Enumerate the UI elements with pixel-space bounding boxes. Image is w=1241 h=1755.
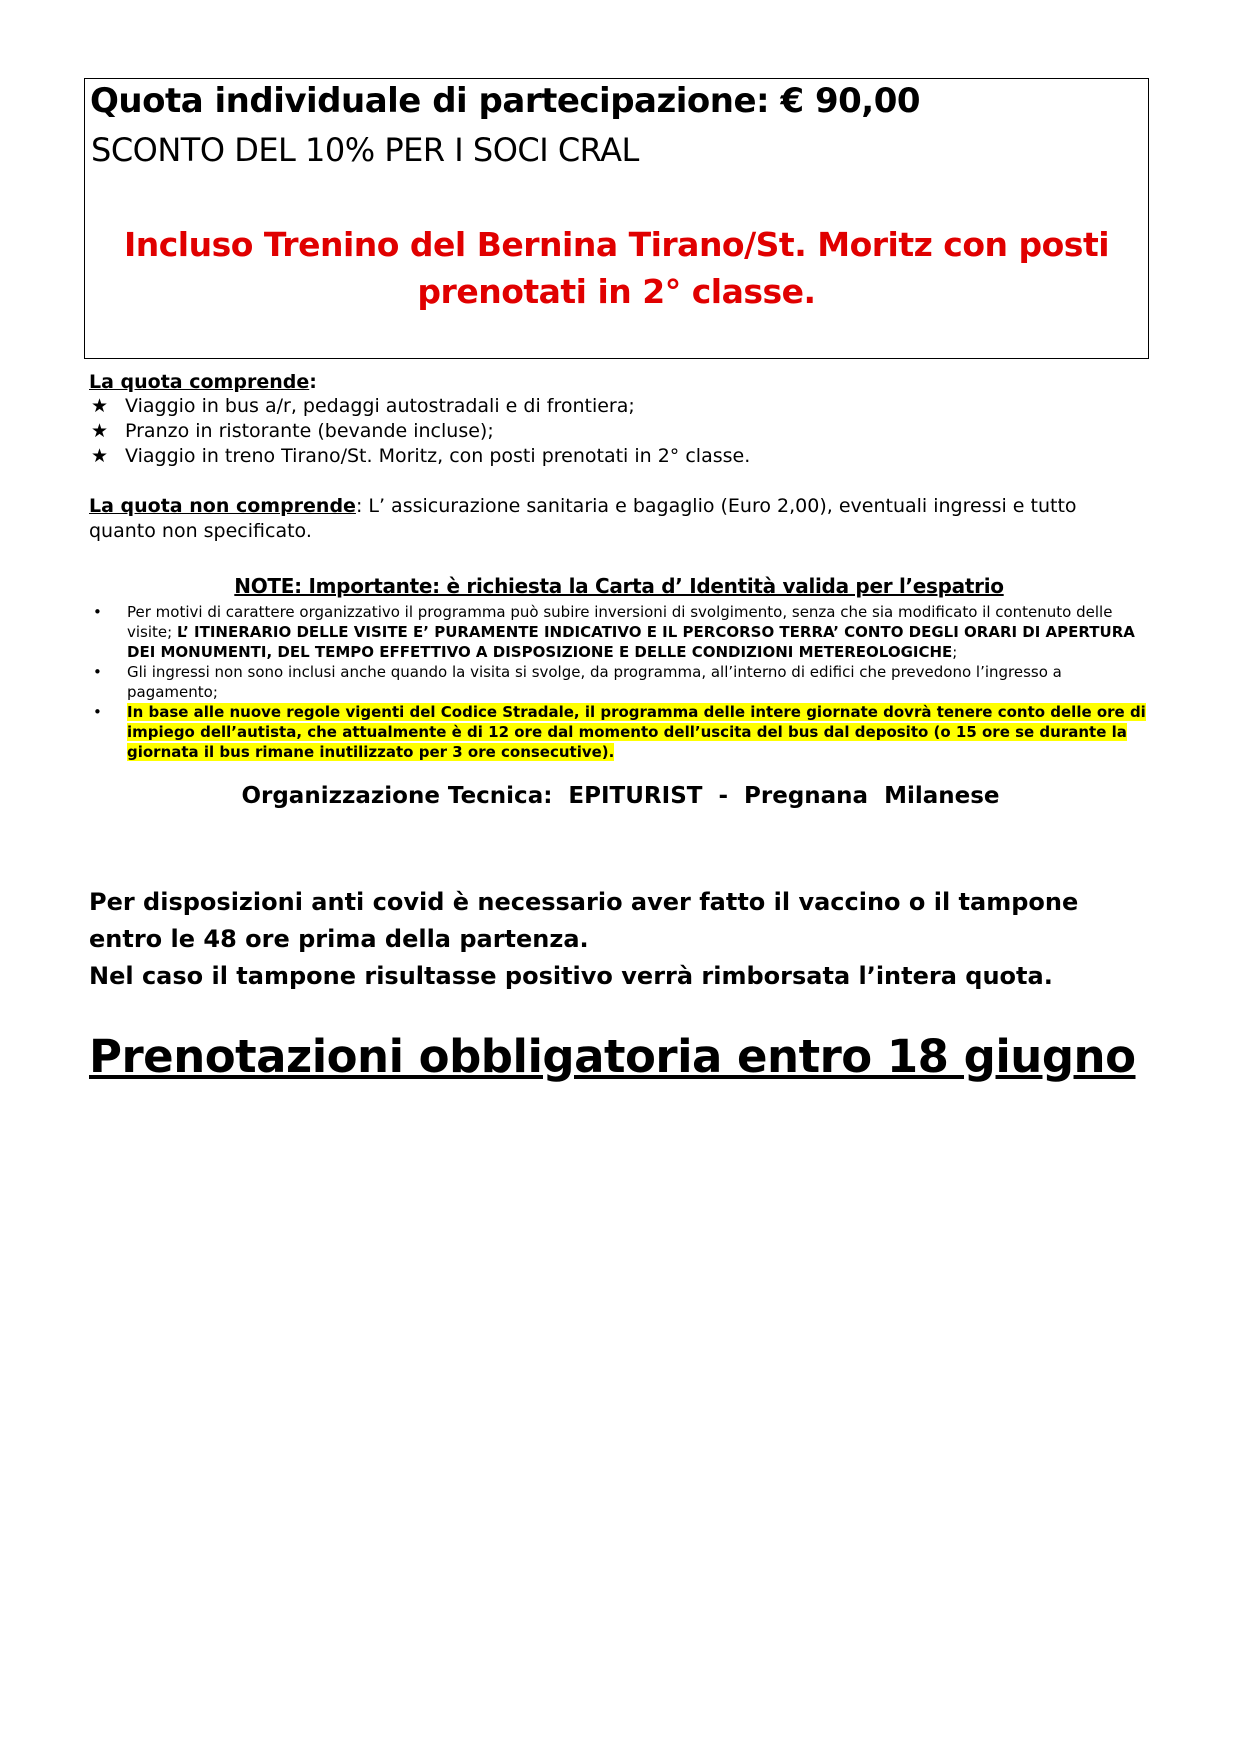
notes-list [89,602,1149,762]
included-list [89,394,750,469]
bullet-icon: • [93,663,102,681]
covid-line-1: Per disposizioni anti covid è necessario aver fatto il vaccino o il tampone [89,888,1079,916]
note-text: Gli ingressi non sono inclusi anche quando la visita si svolge, da programma, all’interno di edifici che prevedono l’ingresso a pagamento; [127,663,1062,701]
included-heading-text: La quota comprende [89,371,310,393]
train-line-1: Incluso Trenino del Bernina Tirano/St. Moritz con posti [123,225,1110,264]
included-heading-colon: : [309,371,317,393]
price-box [84,78,1149,359]
list-item [89,444,750,469]
note-end: ; [952,643,958,661]
included-heading [89,370,317,395]
list-item [89,602,1149,662]
note-highlighted: In base alle nuove regole vigenti del Codice Stradale, il programma delle intere giornate dovrà tenere conto delle ore di impiego dell’autista, che attualmente è di 12 ore dal momento dell’uscita del bus dal deposito (o 15 ore se durante la giornata il bus rimane inutilizzato per 3 ore consecutive). [127,703,1146,761]
excluded-section [89,494,1149,544]
notes-title: NOTE: Importante: è richiesta la Carta d’ Identità valida per l’espatrio [234,574,1004,598]
train-included-note [85,221,1148,315]
list-item [89,419,750,444]
covid-line-2: entro le 48 ore prima della partenza. [89,925,589,953]
included-item-text: Pranzo in ristorante (bevande incluse); [125,420,494,442]
list-item [89,702,1149,762]
bullet-icon: • [93,603,102,621]
included-item-text: Viaggio in treno Tirano/St. Moritz, con posti prenotati in 2° classe. [125,445,751,467]
note-text: Per motivi di carattere organizzativo il programma può subire inversioni di svolgimento, senza che sia modificato il contenuto delle visite; [127,603,1113,641]
member-discount: SCONTO DEL 10% PER I SOCI CRAL [91,131,639,169]
included-item-text: Viaggio in bus a/r, pedaggi autostradali e di frontiera; [125,395,635,417]
covid-line-3: Nel caso il tampone risultasse positivo verrà rimborsata l’intera quota. [89,962,1053,990]
list-item [89,394,750,419]
train-line-2: prenotati in 2° classe. [417,272,816,311]
star-icon: ★ [91,395,109,417]
booking-deadline: Prenotazioni obbligatoria entro 18 giugno [89,1030,1136,1083]
list-item [89,662,1149,702]
star-icon: ★ [91,445,109,467]
organization-line: Organizzazione Tecnica: EPITURIST - Pregnana Milanese [241,783,1000,809]
covid-notice [89,884,1149,995]
excluded-text: : L’ assicurazione sanitaria e bagaglio (Euro 2,00), eventuali ingressi e tutto quanto non specificato. [89,495,1077,542]
bullet-icon: • [93,703,102,721]
star-icon: ★ [91,420,109,442]
note-itinerary-warning: L’ ITINERARIO DELLE VISITE E’ PURAMENTE INDICATIVO E IL PERCORSO TERRA’ CONTO DEGLI ORARI DI APERTURA DEI MONUMENTI, DEL TEMPO EFFETTIVO A DISPOSIZIONE E DELLE CONDIZIONI METEREOLOGICHE [127,623,1135,661]
price-title: Quota individuale di partecipazione: € 90,00 [90,81,921,121]
excluded-heading: La quota non comprende [89,495,356,517]
